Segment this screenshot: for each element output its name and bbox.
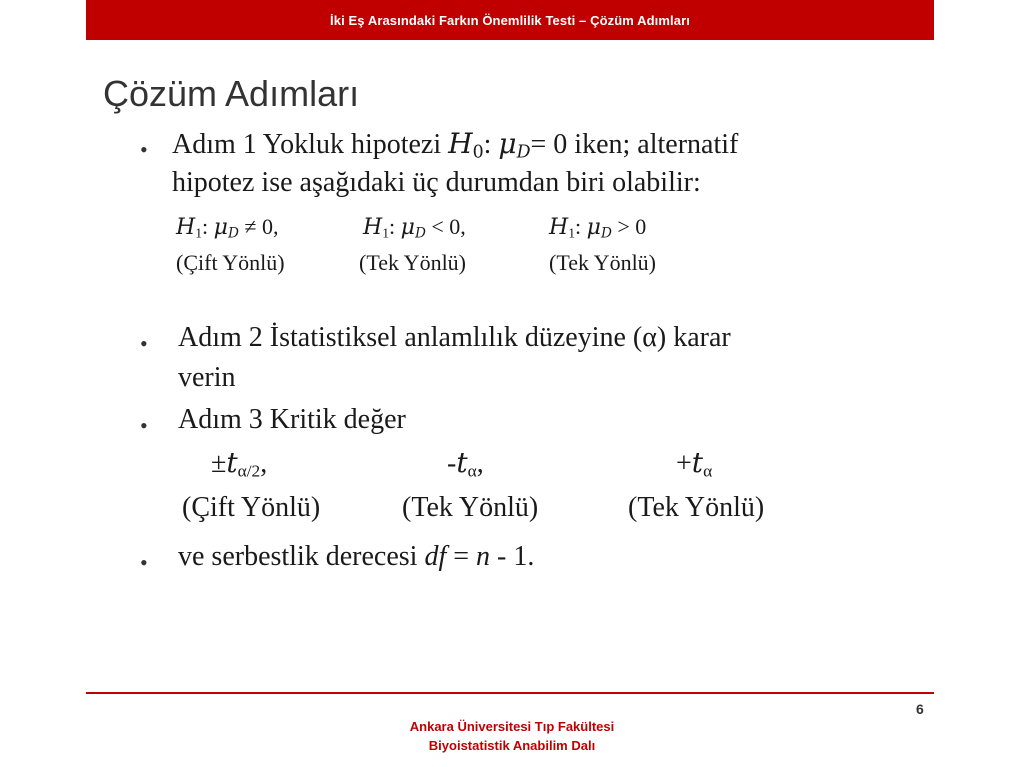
footer-line-2: Biyoistatistik Anabilim Dalı: [428, 738, 596, 753]
critical-value-3: $+t_\alpha$: [676, 446, 713, 481]
footer-divider: [86, 692, 934, 694]
critical-value-2: $-t_\alpha$,: [447, 446, 484, 481]
critical-value-3-label: (Tek Yönlü): [628, 492, 765, 523]
page-number: 6: [916, 701, 924, 717]
critical-value-1: $\pm t_{\alpha/2}$,: [211, 446, 268, 481]
header-title: İki Eş Arasındaki Farkın Önemlilik Testi – Çözüm Adımları: [330, 12, 690, 28]
colon: :: [483, 129, 499, 160]
alternative-1-label: (Çift Yönlü): [176, 250, 285, 275]
mu-d-symbol: $\mu_D$: [498, 127, 531, 163]
step4-text: ve serbestlik derecesi df = n - 1.: [178, 541, 535, 572]
slide-title: Çözüm Adımları: [103, 73, 360, 114]
alternative-2: $H_1$: $\mu_D < 0$,: [363, 214, 466, 242]
bullet: •: [140, 413, 148, 438]
step3-text: Adım 3 Kritik değer: [178, 404, 406, 435]
critical-value-1-label: (Çift Yönlü): [182, 492, 321, 523]
critical-value-2-label: (Tek Yönlü): [402, 492, 539, 523]
header-bar: [86, 0, 934, 40]
h0-symbol: $H_0$: [448, 127, 484, 163]
step2-line1: Adım 2 İstatistiksel anlamlılık düzeyine (α) karar: [178, 322, 731, 353]
step1-line2: hipotez ise aşağıdaki üç durumdan biri olabilir:: [172, 167, 701, 198]
footer-institution: [0, 717, 1024, 755]
alternative-3: $H_1$: $\mu_D > 0$: [549, 214, 647, 242]
bullet: •: [140, 331, 148, 356]
step2-line2: verin: [178, 362, 236, 393]
alternative-2-label: (Tek Yönlü): [359, 250, 467, 275]
step1-text: Adım 1 Yokluk hipotezi: [172, 129, 449, 160]
footer-line-1: Ankara Üniversitesi Tıp Fakültesi: [409, 719, 615, 734]
bullet: •: [140, 137, 148, 162]
alternative-3-label: (Tek Yönlü): [549, 250, 657, 275]
step1-eq-text: = 0 iken; alternatif: [530, 129, 739, 160]
bullet: •: [140, 550, 148, 575]
step1-line1: [172, 127, 738, 162]
alternative-1: $H_1$: $\mu_D \ne 0$,: [176, 214, 279, 242]
